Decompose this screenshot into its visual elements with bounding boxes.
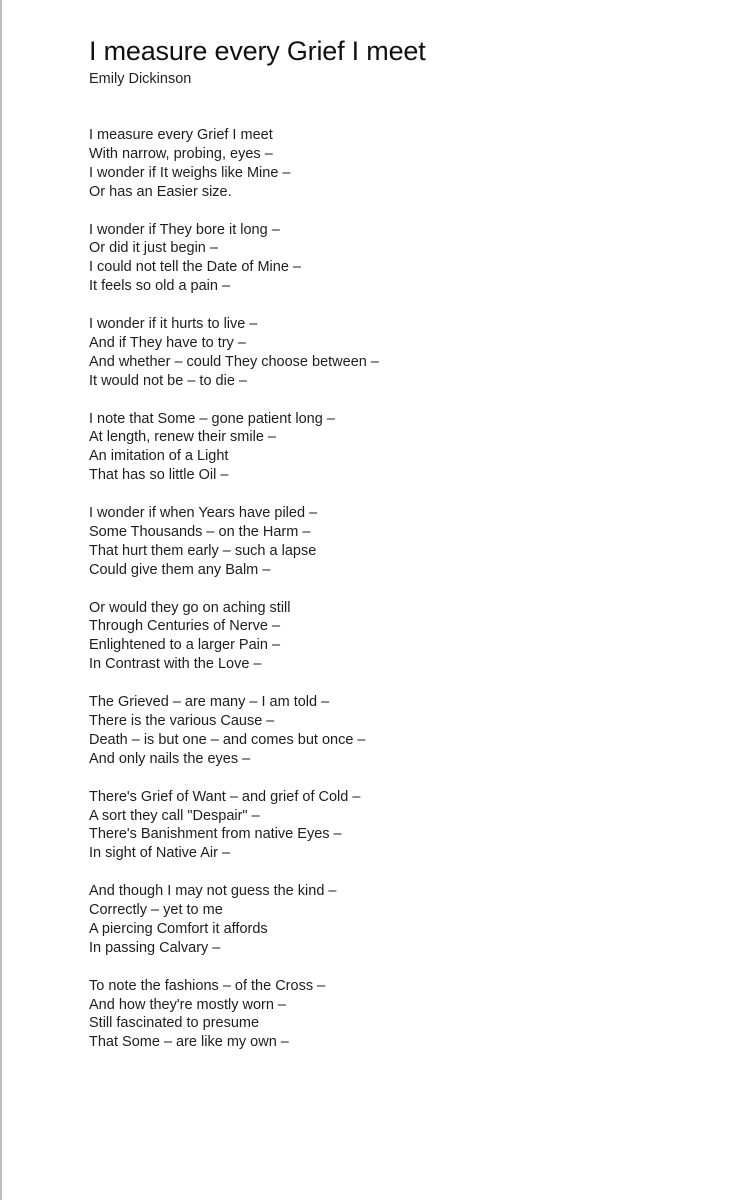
stanza-7 bbox=[89, 693, 709, 769]
poem-line: With narrow, probing, eyes – bbox=[89, 145, 273, 162]
poem-line: To note the fashions – of the Cross – bbox=[89, 977, 326, 994]
poem-line: I wonder if They bore it long – bbox=[89, 221, 280, 238]
poem-line: And how they're mostly worn – bbox=[89, 996, 286, 1013]
poem-line: There is the various Cause – bbox=[89, 713, 275, 729]
poem-line: In sight of Native Air – bbox=[89, 845, 231, 862]
poem-line: Correctly – yet to me bbox=[89, 902, 223, 919]
stanza-10 bbox=[89, 977, 709, 1053]
poem-line: I wonder if it hurts to live – bbox=[89, 316, 258, 333]
page-edge-divider bbox=[0, 0, 2, 1200]
poem-line: Could give them any Balm – bbox=[89, 561, 271, 578]
poem-line: I note that Some – gone patient long – bbox=[89, 410, 335, 427]
poem-line: Death – is but one – and comes but once – bbox=[89, 731, 366, 748]
poem-line: A piercing Comfort it affords bbox=[89, 920, 268, 937]
poem-line: At length, renew their smile – bbox=[89, 429, 276, 446]
poem-line: There's Banishment from native Eyes – bbox=[89, 826, 342, 843]
poem-line: A sort they call "Despair" – bbox=[89, 807, 260, 824]
stanza-1 bbox=[89, 126, 709, 202]
poem-line: Or did it just begin – bbox=[89, 240, 218, 257]
poem-line: Enlightened to a larger Pain – bbox=[89, 637, 281, 654]
poem-line: That has so little Oil – bbox=[89, 467, 229, 484]
stanza-2 bbox=[89, 221, 709, 297]
stanza-5 bbox=[89, 504, 709, 580]
poem-line: I wonder if when Years have piled – bbox=[89, 505, 318, 522]
poem-line: That Some – are like my own – bbox=[89, 1034, 289, 1051]
poem-line: There's Grief of Want – and grief of Cold – bbox=[89, 788, 361, 805]
poem-line: That hurt them early – such a lapse bbox=[89, 542, 317, 559]
stanza-9 bbox=[89, 882, 709, 958]
poem-page bbox=[89, 34, 709, 1071]
poem-line: I measure every Grief I meet bbox=[89, 127, 273, 143]
poem-line: Still fascinated to presume bbox=[89, 1015, 260, 1032]
poem-line: In Contrast with the Love – bbox=[89, 656, 262, 673]
poem-author: Emily Dickinson bbox=[89, 71, 192, 87]
stanza-8 bbox=[89, 788, 709, 864]
poem-line: I could not tell the Date of Mine – bbox=[89, 259, 301, 276]
poem-line: Through Centuries of Nerve – bbox=[89, 618, 281, 635]
poem-line: Or has an Easier size. bbox=[89, 183, 232, 200]
poem-line: Or would they go on aching still bbox=[89, 599, 291, 616]
poem-line: I wonder if It weighs like Mine – bbox=[89, 164, 291, 181]
poem-line: It would not be – to die – bbox=[89, 372, 247, 389]
poem-body bbox=[89, 126, 709, 1052]
poem-line: And only nails the eyes – bbox=[89, 750, 251, 767]
stanza-6 bbox=[89, 599, 709, 675]
stanza-3 bbox=[89, 315, 709, 391]
poem-line: It feels so old a pain – bbox=[89, 278, 231, 295]
stanza-4 bbox=[89, 410, 709, 486]
poem-line: Some Thousands – on the Harm – bbox=[89, 523, 311, 540]
poem-line: And if They have to try – bbox=[89, 334, 246, 351]
poem-line: An imitation of a Light bbox=[89, 448, 229, 465]
poem-line: And though I may not guess the kind – bbox=[89, 883, 337, 900]
poem-title: I measure every Grief I meet bbox=[89, 36, 426, 66]
poem-line: And whether – could They choose between – bbox=[89, 353, 379, 370]
poem-line: The Grieved – are many – I am told – bbox=[89, 694, 330, 711]
poem-line: In passing Calvary – bbox=[89, 939, 221, 956]
